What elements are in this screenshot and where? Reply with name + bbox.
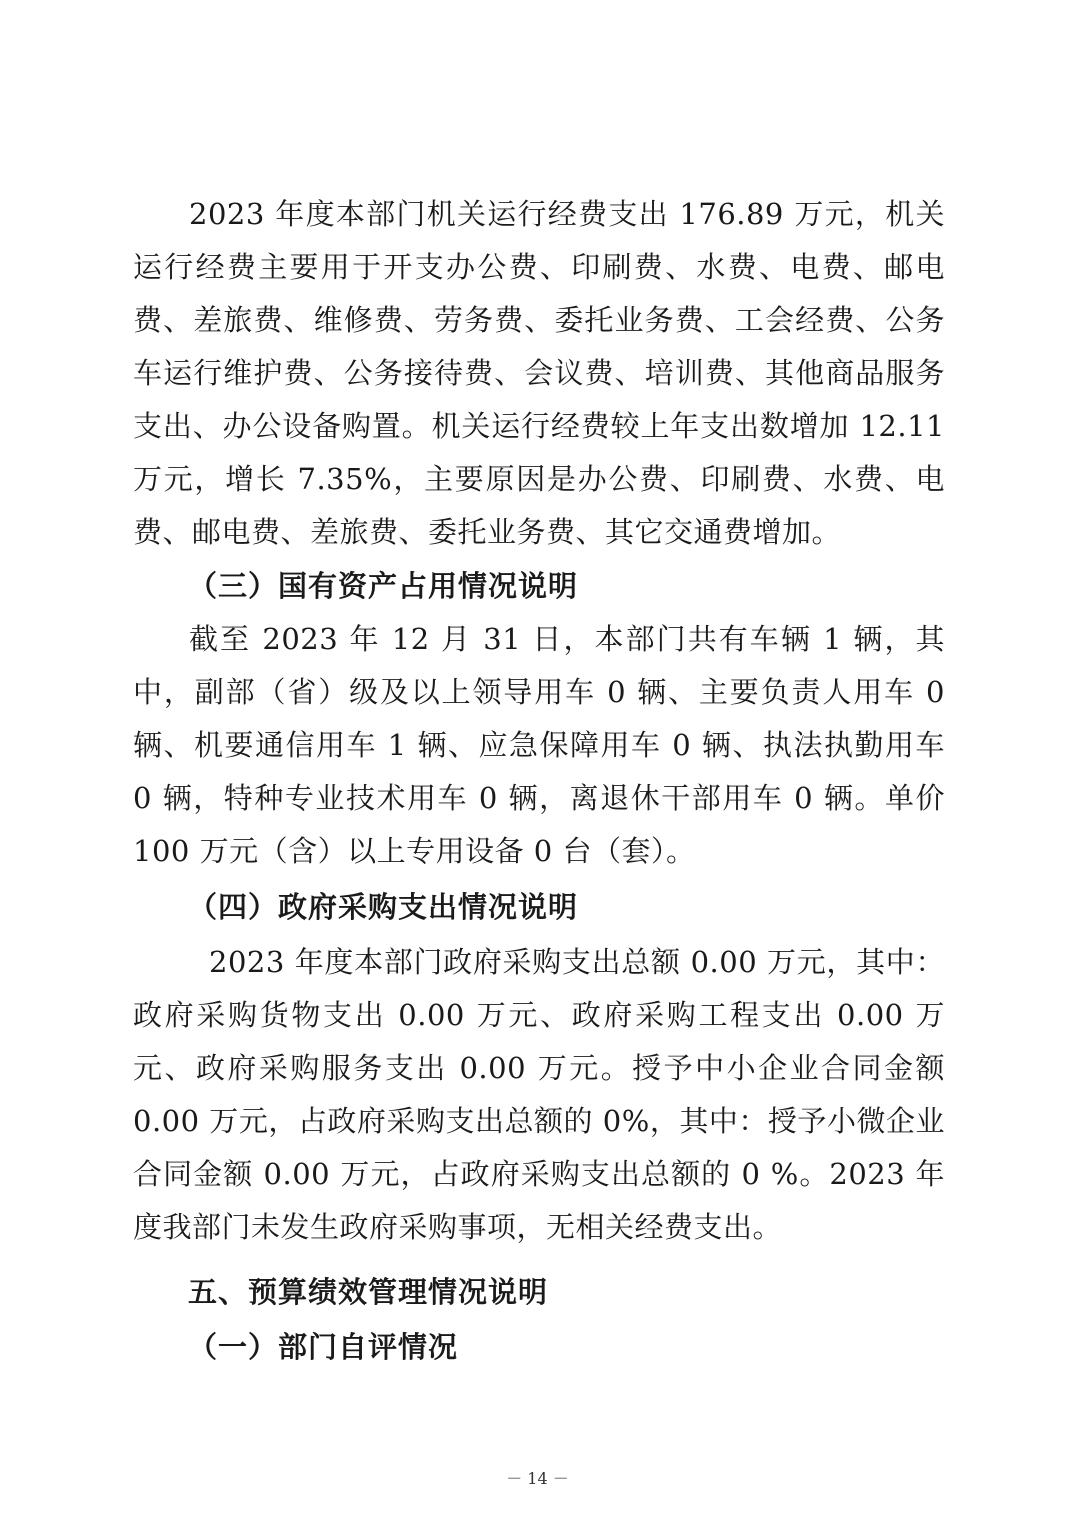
section-heading-government-procurement: （四）政府采购支出情况说明 xyxy=(188,890,579,924)
section-heading-state-assets: （三）国有资产占用情况说明 xyxy=(188,569,579,603)
page-number: － 14 － xyxy=(506,1469,569,1488)
subsection-heading-self-evaluation: （一）部门自评情况 xyxy=(188,1330,459,1364)
section-heading-performance-management: 五、预算绩效管理情况说明 xyxy=(188,1275,549,1309)
paragraph-state-assets: 截至 2023 年 12 月 31 日，本部门共有车辆 1 辆，其中，副部（省）级及以上领导用车 0 辆、主要负责人用车 0 辆、机要通信用车 1 辆、应急保障用车 0 辆、执法执勤用车 0 辆，特种专业技术用车 0 辆，离退休干部用车 0 辆。单价 100 万元（含）以上专用设备 0 台（套）。 xyxy=(133,622,945,868)
paragraph-government-procurement: 2023 年度本部门政府采购支出总额 0.00 万元，其中：政府采购货物支出 0.00 万元、政府采购工程支出 0.00 万元、政府采购服务支出 0.00 万元。授予中小企业合同金额 0.00 万元，占政府采购支出总额的 0%，其中：授予小微企业合同金额 0.00 万元，占政府采购支出总额的 0 %。2023 年度我部门未发生政府采购事项，无相关经费支出。 xyxy=(133,945,945,1244)
paragraph-operating-expenses: 2023 年度本部门机关运行经费支出 176.89 万元，机关运行经费主要用于开支办公费、印刷费、水费、电费、邮电费、差旅费、维修费、劳务费、委托业务费、工会经费、公务车运行维护费、公务接待费、会议费、培训费、其他商品服务支出、办公设备购置。机关运行经费较上年支出数增加 12.11 万元，增长 7.35%，主要原因是办公费、印刷费、水费、电费、邮电费、差旅费、委托业务费、其它交通费增加。 xyxy=(133,197,945,549)
